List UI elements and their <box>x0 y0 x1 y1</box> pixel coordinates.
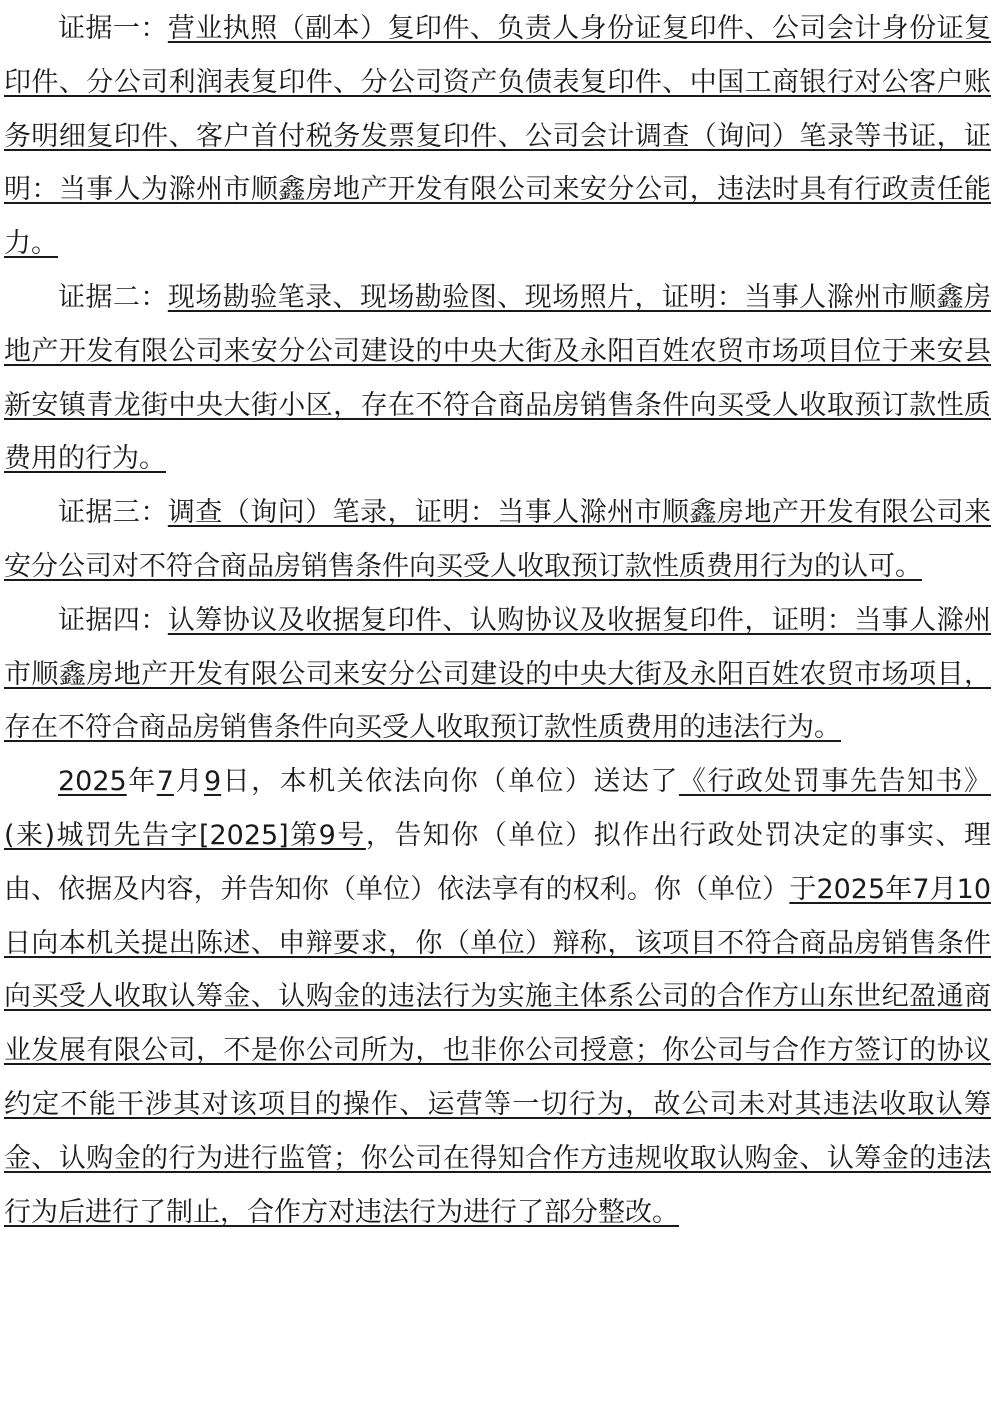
evidence-paragraph-2 <box>4 271 991 486</box>
evidence-text: 营业执照（副本）复印件、负责人身份证复印件、公司会计身份证复印件、分公司利润表复印件、分公司资产负债表复印件、中国工商银行对公客户账务明细复印件、客户首付税务发票复印件、公司会计调查（询问）笔录等书证，证明：当事人为滁州市顺鑫房地产开发有限公司来安分公司，违法时具有行政责任能力。 <box>4 13 992 260</box>
evidence-label: 证据二： <box>58 281 168 313</box>
notice-defense-text: 于2025年7月10日向本机关提出陈述、申辩要求，你（单位）辩称，该项目不符合商品房销售条件向买受人收取认筹金、认购金的违法行为实施主体系公司的合作方山东世纪盈通商业发展有限公司，不是你公司所为，也非你公司授意；你公司与合作方签订的协议约定不能干涉其对该项目的操作、运营等一切行为，故公司未对其违法收取认筹金、认购金的行为进行监管；你公司在得知合作方违规收取认购金、认筹金的违法行为后进行了制止，合作方对违法行为进行了部分整改。 <box>4 873 992 1228</box>
evidence-paragraph-3 <box>4 486 991 594</box>
evidence-label: 证据三： <box>58 497 168 529</box>
notice-document-ref: 《行政处罚事先告知书》(来)城罚先告字[2025]第9号 <box>4 766 992 851</box>
notice-day: 9 <box>203 766 222 798</box>
notice-text: 日，本机关依法向你（单位）送达了 <box>221 766 679 798</box>
evidence-text: 现场勘验笔录、现场勘验图、现场照片，证明：当事人滁州市顺鑫房地产开发有限公司来安分公司建设的中央大街及永阳百姓农贸市场项目位于来安县新安镇青龙街中央大街小区，存在不符合商品房销售条件向买受人收取预订款性质费用的行为。 <box>4 281 992 475</box>
evidence-paragraph-4 <box>4 594 991 755</box>
notice-text: ，告知你（单位）拟作出行政处罚决定的事实、理由、依据及内容，并告知你（单位）依法享有的权利。你（单位） <box>4 819 992 905</box>
evidence-text: 认筹协议及收据复印件、认购协议及收据复印件，证明：当事人滁州市顺鑫房地产开发有限公司来安分公司建设的中央大街及永阳百姓农贸市场项目，存在不符合商品房销售条件向买受人收取预订款性质费用的违法行为。 <box>4 604 992 744</box>
notice-text: 年 <box>126 766 157 798</box>
notice-paragraph <box>4 755 991 1239</box>
notice-text: 月 <box>173 766 204 798</box>
evidence-text: 调查（询问）笔录，证明：当事人滁州市顺鑫房地产开发有限公司来安分公司对不符合商品房销售条件向买受人收取预订款性质费用行为的认可。 <box>4 497 992 582</box>
evidence-paragraph-1 <box>4 2 991 271</box>
evidence-label: 证据四： <box>58 604 168 636</box>
notice-year: 2025 <box>58 766 127 798</box>
evidence-label: 证据一： <box>58 13 168 44</box>
notice-month: 7 <box>156 766 174 798</box>
